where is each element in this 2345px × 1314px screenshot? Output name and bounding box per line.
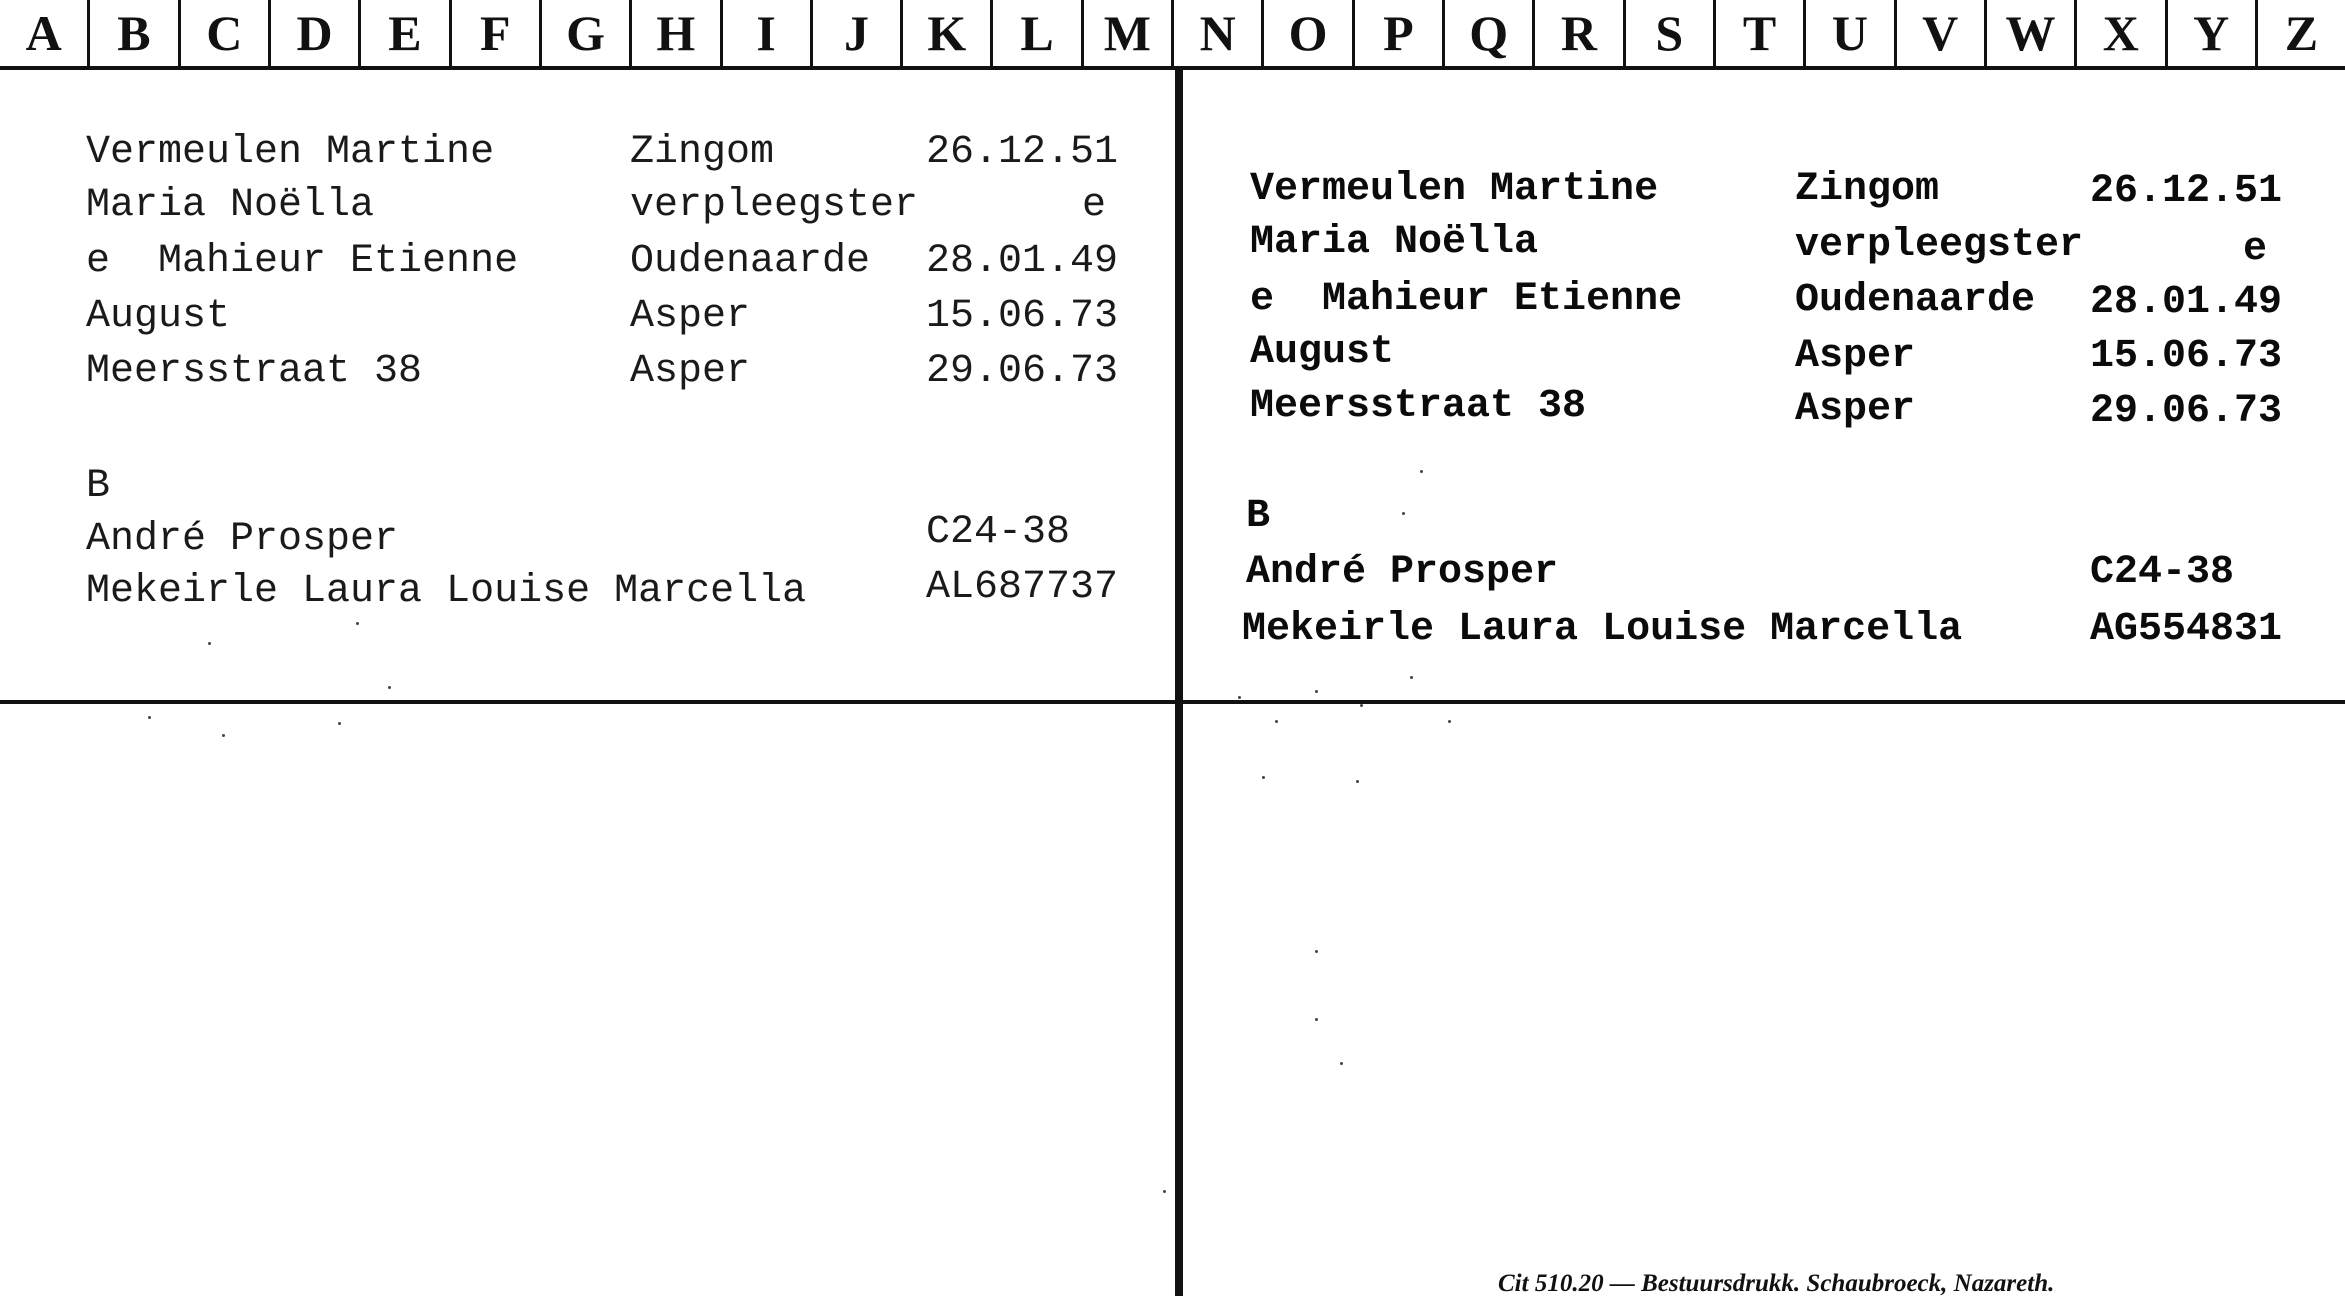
index-letter-o: O [1264, 0, 1354, 66]
ref-code: C24-38 [2090, 550, 2235, 595]
index-letter-n: N [1174, 0, 1264, 66]
spouse-line-1: e Mahieur Etienne [1250, 277, 1683, 322]
speck [388, 686, 391, 689]
index-letter-v: V [1897, 0, 1987, 66]
birth-date: 26.12.51 [2090, 169, 2283, 214]
date-1: 15.06.73 [2090, 334, 2283, 379]
index-letter-f: F [452, 0, 542, 66]
speck [208, 642, 211, 645]
index-letter-k: K [903, 0, 993, 66]
speck [148, 716, 151, 719]
index-letter-m: M [1084, 0, 1174, 66]
birth-date: 26.12.51 [926, 130, 1119, 175]
index-letter-a: A [0, 0, 90, 66]
date-2: 29.06.73 [2090, 389, 2283, 434]
vertical-divider [1175, 66, 1183, 1296]
index-letter-u: U [1806, 0, 1896, 66]
speck [1340, 1062, 1343, 1065]
father-name: André Prosper [86, 517, 399, 562]
spouse-line-1: e Mahieur Etienne [86, 239, 519, 284]
index-letter-t: T [1716, 0, 1806, 66]
name-line-1: Vermeulen Martine [86, 130, 495, 175]
id-number: AL687737 [926, 565, 1119, 610]
speck [1410, 676, 1413, 679]
speck [1315, 690, 1318, 693]
profession-mark: e [1082, 183, 1107, 228]
index-letter-l: L [993, 0, 1083, 66]
spouse-line-2: August [86, 294, 231, 339]
speck [1238, 696, 1241, 699]
profession: verpleegster [1795, 223, 2084, 268]
speck [1402, 512, 1405, 515]
index-letter-d: D [271, 0, 361, 66]
date-1: 15.06.73 [926, 294, 1119, 339]
index-letter-w: W [1987, 0, 2077, 66]
event-place-2: Asper [630, 349, 751, 394]
index-letter-j: J [813, 0, 903, 66]
spouse-birthplace: Oudenaarde [630, 239, 871, 284]
address: Meersstraat 38 [86, 349, 423, 394]
index-letter-b: B [90, 0, 180, 66]
speck [1262, 776, 1265, 779]
spouse-birthplace: Oudenaarde [1795, 278, 2036, 323]
spouse-birth-date: 28.01.49 [926, 239, 1119, 284]
event-place-1: Asper [1795, 334, 1916, 379]
footer-imprint: Cit 510.20 — Bestuursdrukk. Schaubroeck, Nazareth. [1498, 1270, 2055, 1297]
speck [1356, 780, 1359, 783]
name-line-1: Vermeulen Martine [1250, 167, 1659, 212]
index-letter-g: G [542, 0, 632, 66]
index-letter-z: Z [2284, 5, 2319, 61]
speck [1315, 1018, 1318, 1021]
ref-code: C24-38 [926, 510, 1071, 555]
section-letter: B [86, 464, 111, 509]
name-line-2: Maria Noëlla [1250, 220, 1539, 265]
speck [356, 622, 359, 625]
speck [1163, 1190, 1166, 1193]
mother-name: Mekeirle Laura Louise Marcella [1242, 607, 1963, 652]
spouse-line-2: August [1250, 330, 1395, 375]
name-line-2: Maria Noëlla [86, 183, 375, 228]
index-letter-c: C [181, 0, 271, 66]
index-letter-i: I [723, 0, 813, 66]
speck [1275, 720, 1278, 723]
birthplace: Zingom [630, 130, 775, 175]
horizontal-divider [0, 700, 2345, 704]
index-letter-s: S [1626, 0, 1716, 66]
event-place-1: Asper [630, 294, 751, 339]
profession: verpleegster [630, 183, 919, 228]
address: Meersstraat 38 [1250, 384, 1587, 429]
alphabet-index-bar [0, 0, 2345, 70]
index-letter-h: H [632, 0, 722, 66]
index-letter-q: Q [1445, 0, 1535, 66]
speck [1360, 704, 1363, 707]
speck [222, 734, 225, 737]
event-place-2: Asper [1795, 387, 1916, 432]
index-letter-p: P [1355, 0, 1445, 66]
id-number: AG554831 [2090, 607, 2283, 652]
birthplace: Zingom [1795, 167, 1940, 212]
index-letter-r: R [1535, 0, 1625, 66]
speck [1448, 720, 1451, 723]
index-letter-x: X [2077, 0, 2167, 66]
speck [338, 722, 341, 725]
speck [1315, 950, 1318, 953]
mother-name: Mekeirle Laura Louise Marcella [86, 569, 807, 614]
spouse-birth-date: 28.01.49 [2090, 280, 2283, 325]
section-letter: B [1246, 494, 1271, 539]
index-letter-e: E [361, 0, 451, 66]
father-name: André Prosper [1246, 550, 1559, 595]
date-2: 29.06.73 [926, 349, 1119, 394]
index-letter-y: Y [2168, 0, 2258, 66]
profession-mark: e [2243, 227, 2268, 272]
speck [1420, 470, 1423, 473]
